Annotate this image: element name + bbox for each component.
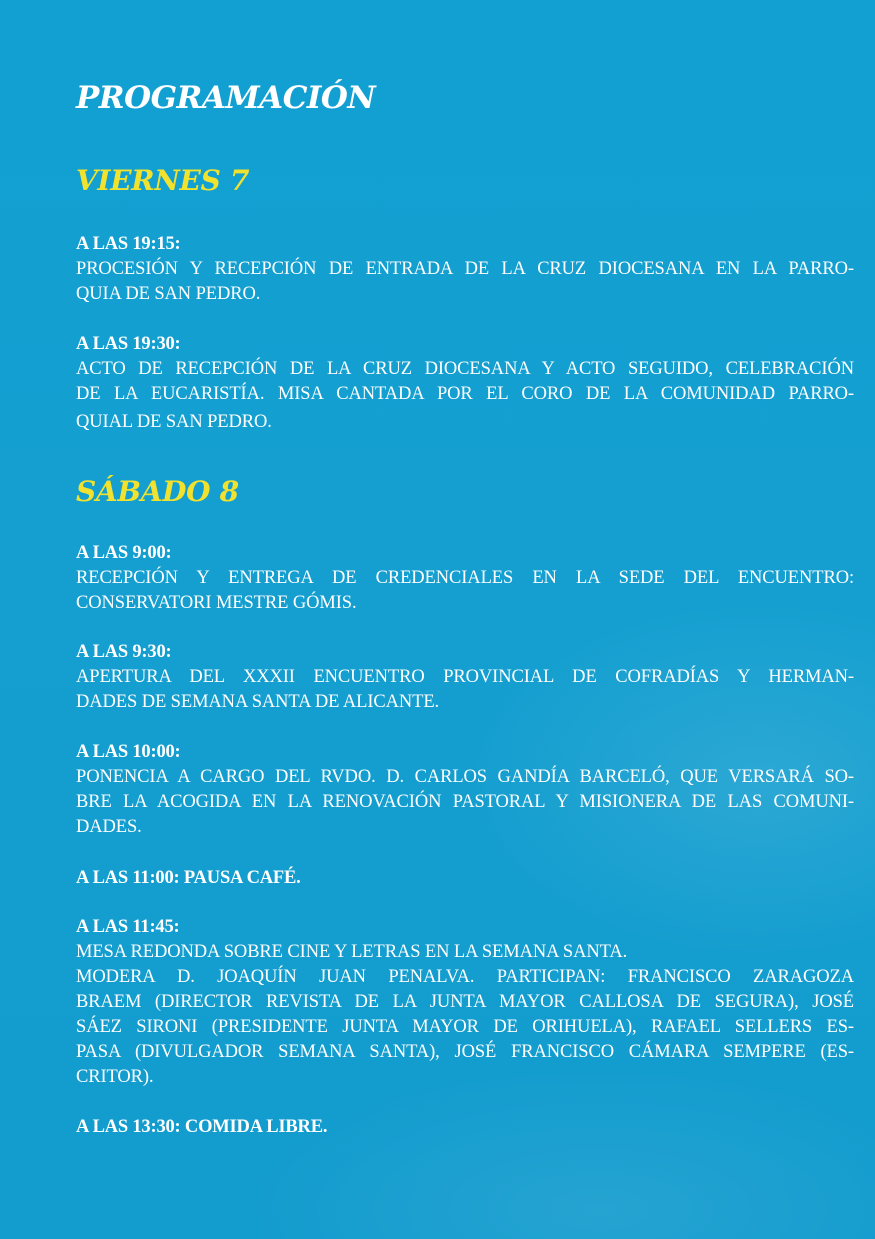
event-description-line: QUIA DE SAN PEDRO. (76, 284, 261, 304)
event-viernes-1930 (76, 332, 854, 435)
event-description-line: MODERA D. JOAQUÍN JUAN PENALVA. PARTICIPAN: FRANCISCO ZARAGOZA (76, 967, 854, 987)
event-sabado-1000 (76, 740, 854, 840)
event-description-line: APERTURA DEL XXXII ENCUENTRO PROVINCIAL DE COFRADÍAS Y HERMAN- (76, 667, 854, 687)
event-time: A LAS 9:30: (76, 642, 172, 662)
event-sabado-0900 (76, 541, 854, 616)
event-description-line: PROCESIÓN Y RECEPCIÓN DE ENTRADA DE LA CRUZ DIOCESANA EN LA PARRO- (76, 259, 854, 279)
event-time: A LAS 19:15: (76, 234, 181, 254)
event-sabado-1145 (76, 915, 854, 1090)
event-description-line: BRAEM (DIRECTOR REVISTA DE LA JUNTA MAYOR CALLOSA DE SEGURA), JOSÉ (76, 992, 854, 1012)
event-description-line: QUIAL DE SAN PEDRO. (76, 412, 272, 432)
event-description-line: PASA (DIVULGADOR SEMANA SANTA), JOSÉ FRANCISCO CÁMARA SEMPERE (ES- (76, 1042, 854, 1062)
event-description-line: SÁEZ SIRONI (PRESIDENTE JUNTA MAYOR DE ORIHUELA), RAFAEL SELLERS ES- (76, 1017, 854, 1037)
event-time: A LAS 11:00: PAUSA CAFÉ. (76, 868, 301, 888)
event-time: A LAS 19:30: (76, 334, 181, 354)
day-heading-sabado: SÁBADO 8 (76, 475, 239, 508)
event-sabado-1100 (76, 866, 854, 891)
event-time: A LAS 11:45: (76, 917, 180, 937)
event-description-line: ACTO DE RECEPCIÓN DE LA CRUZ DIOCESANA Y ACTO SEGUIDO, CELEBRACIÓN (76, 359, 854, 379)
event-description-line: MESA REDONDA SOBRE CINE Y LETRAS EN LA SEMANA SANTA. (76, 942, 628, 962)
event-description-line: RECEPCIÓN Y ENTREGA DE CREDENCIALES EN LA SEDE DEL ENCUENTRO: (76, 568, 854, 588)
event-description-line: DADES DE SEMANA SANTA DE ALICANTE. (76, 692, 440, 712)
event-time: A LAS 10:00: (76, 742, 181, 762)
event-description-line: DADES. (76, 817, 142, 837)
page-title: PROGRAMACIÓN (76, 80, 376, 116)
event-description-line: BRE LA ACOGIDA EN LA RENOVACIÓN PASTORAL Y MISIONERA DE LAS COMUNI- (76, 792, 854, 812)
event-time: A LAS 13:30: COMIDA LIBRE. (76, 1117, 328, 1137)
event-description-line: CRITOR). (76, 1067, 154, 1087)
event-description-line: CONSERVATORI MESTRE GÓMIS. (76, 593, 357, 613)
event-sabado-0930 (76, 640, 854, 715)
event-sabado-1330 (76, 1115, 854, 1140)
event-description-line: PONENCIA A CARGO DEL RVDO. D. CARLOS GANDÍA BARCELÓ, QUE VERSARÁ SO- (76, 767, 854, 787)
event-description-line: DE LA EUCARISTÍA. MISA CANTADA POR EL CORO DE LA COMUNIDAD PARRO- (76, 384, 854, 404)
event-viernes-1915 (76, 232, 854, 307)
event-time: A LAS 9:00: (76, 543, 172, 563)
day-heading-viernes: VIERNES 7 (76, 164, 250, 197)
